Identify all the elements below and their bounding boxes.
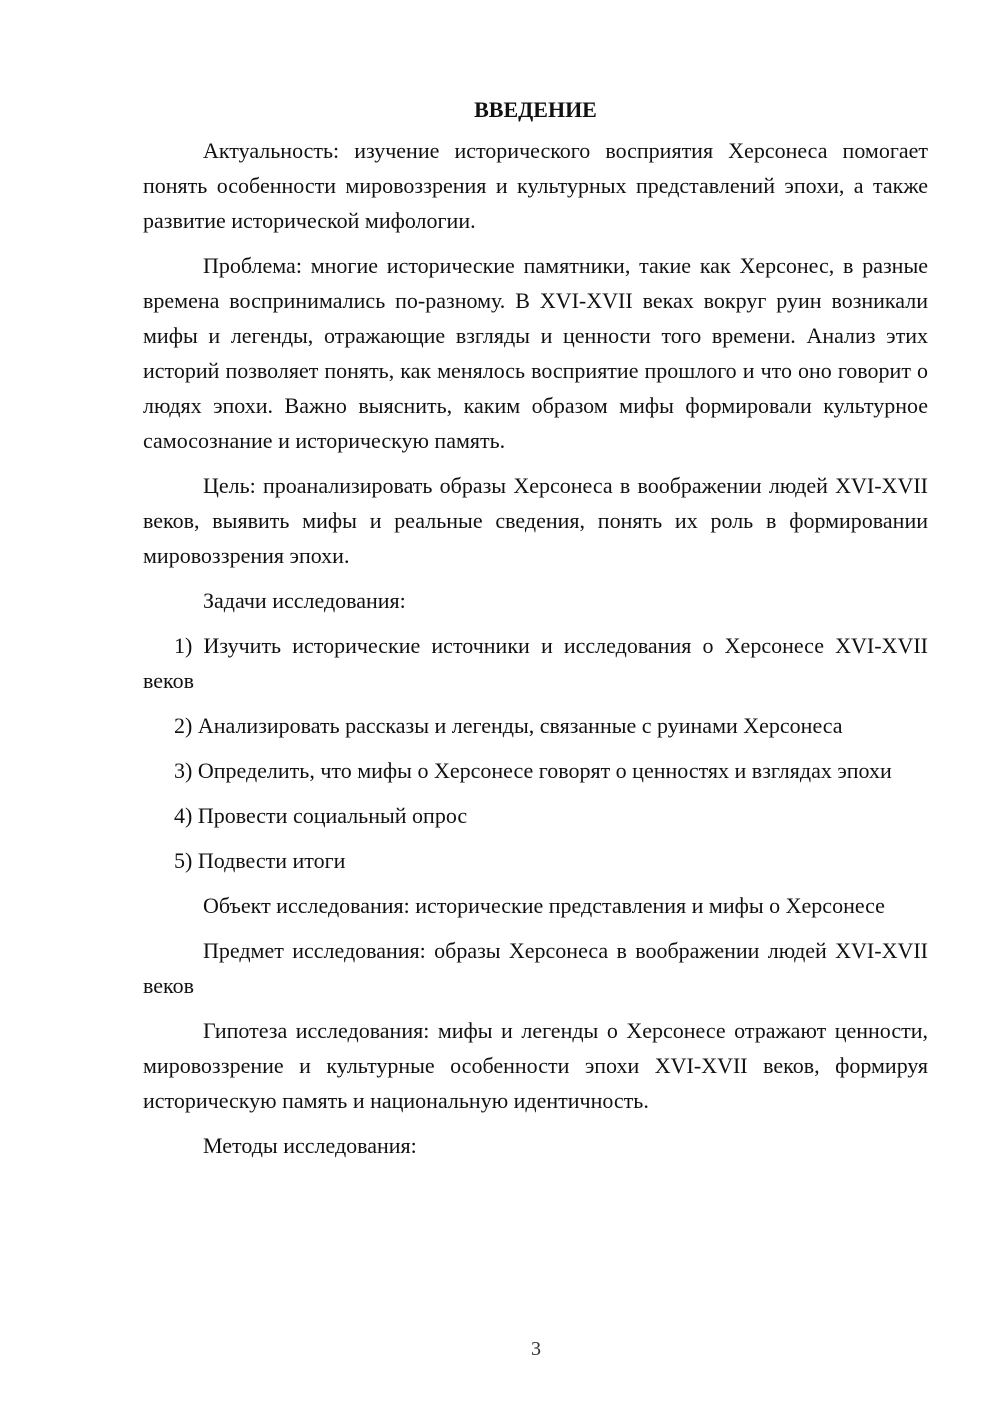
paragraph-hypothesis: Гипотеза исследования: мифы и легенды о Херсонесе отражают ценности, мировоззрение и культурные особенности эпохи XVI-XVII веков, формируя историческую память и национальную идентичность. — [143, 1018, 928, 1113]
section-title: ВВЕДЕНИЕ — [474, 97, 597, 122]
task-item-1: 1) Изучить исторические источники и исследования о Херсонесе XVI-XVII веков — [143, 633, 928, 693]
task-item-2: 2) Анализировать рассказы и легенды, связанные с руинами Херсонеса — [174, 713, 843, 738]
paragraph-tasks-heading: Задачи исследования: — [203, 588, 406, 613]
paragraph-relevance: Актуальность: изучение исторического восприятия Херсонеса помогает понять особенности мировоззрения и культурных представлений эпохи, а также развитие исторической мифологии. — [143, 138, 928, 233]
task-item-3: 3) Определить, что мифы о Херсонесе говорят о ценностях и взглядах эпохи — [174, 758, 892, 783]
task-item-5: 5) Подвести итоги — [174, 848, 346, 873]
paragraph-subject: Предмет исследования: образы Херсонеса в воображении людей XVI-XVII веков — [143, 938, 928, 998]
paragraph-problem: Проблема: многие исторические памятники, такие как Херсонес, в разные времена воспринимались по-разному. В XVI-XVII веках вокруг руин возникали мифы и легенды, отражающие взгляды и ценности того времени. Анализ этих историй позволяет понять, как менялось восприятие прошлого и что оно говорит о людях эпохи. Важно выяснить, каким образом мифы формировали культурное самосознание и историческую память. — [143, 253, 928, 453]
task-item-4: 4) Провести социальный опрос — [174, 803, 468, 828]
page-content — [143, 92, 928, 1173]
paragraph-goal: Цель: проанализировать образы Херсонеса в воображении людей XVI-XVII веков, выявить мифы и реальные сведения, понять их роль в формировании мировоззрения эпохи. — [143, 473, 928, 568]
paragraph-object: Объект исследования: исторические представления и мифы о Херсонесе — [203, 893, 885, 918]
paragraph-methods: Методы исследования: — [203, 1133, 417, 1158]
page-number: 3 — [531, 1338, 541, 1360]
